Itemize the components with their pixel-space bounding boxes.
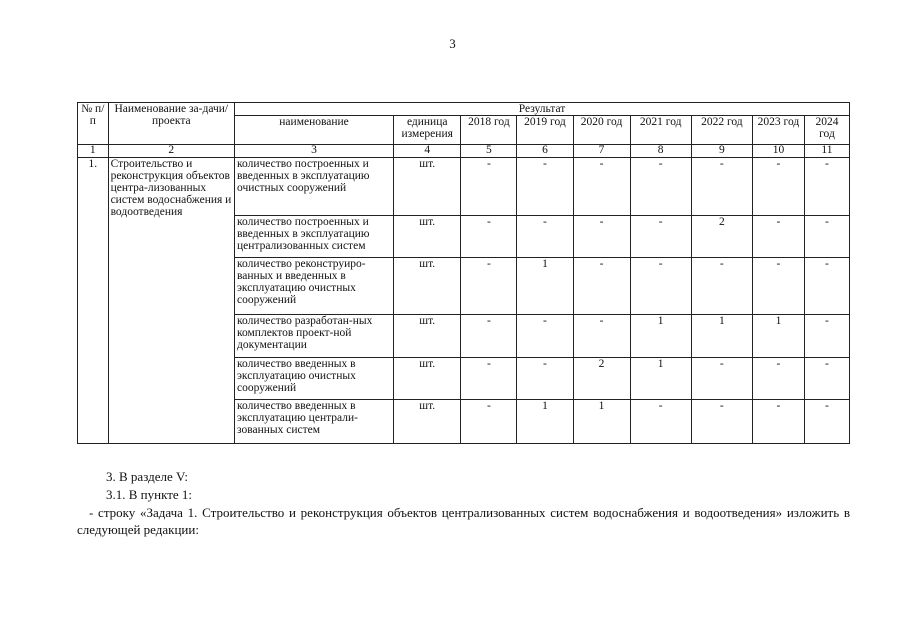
col-number: 4 <box>394 145 461 158</box>
value-cell: - <box>630 258 691 315</box>
value-cell: 1 <box>517 400 573 444</box>
value-cell: - <box>752 400 804 444</box>
value-cell: 1 <box>573 400 630 444</box>
value-cell: - <box>461 400 517 444</box>
value-cell: - <box>517 358 573 400</box>
value-cell: - <box>804 315 849 358</box>
value-cell: - <box>461 258 517 315</box>
value-cell: - <box>461 358 517 400</box>
task-name: Строительство и реконструкция объектов центра-лизованных систем водоснабжения и водоотведения <box>108 158 234 444</box>
indicator-unit: шт. <box>394 358 461 400</box>
value-cell: - <box>804 158 849 216</box>
value-cell: - <box>804 400 849 444</box>
value-cell: 2 <box>573 358 630 400</box>
value-cell: - <box>573 158 630 216</box>
value-cell: - <box>804 216 849 258</box>
header-unit: единица измерения <box>394 116 461 145</box>
header-year: 2024 год <box>804 116 849 145</box>
value-cell: - <box>752 258 804 315</box>
col-number: 3 <box>235 145 394 158</box>
col-number: 7 <box>573 145 630 158</box>
value-cell: - <box>691 258 752 315</box>
header-result: Результат <box>235 103 850 116</box>
value-cell: 1 <box>752 315 804 358</box>
value-cell: 1 <box>517 258 573 315</box>
col-number: 5 <box>461 145 517 158</box>
indicator-unit: шт. <box>394 158 461 216</box>
results-table <box>77 102 850 444</box>
value-cell: - <box>691 358 752 400</box>
header-year: 2022 год <box>691 116 752 145</box>
header-year: 2020 год <box>573 116 630 145</box>
value-cell: - <box>573 258 630 315</box>
value-cell: - <box>752 158 804 216</box>
header-task: Наименование за-дачи/проекта <box>108 103 234 145</box>
header-year: 2023 год <box>752 116 804 145</box>
page-number: 3 <box>449 36 456 51</box>
header-name: наименование <box>235 116 394 145</box>
value-cell: 1 <box>630 358 691 400</box>
col-number: 11 <box>804 145 849 158</box>
header-year: 2018 год <box>461 116 517 145</box>
column-numbers-row <box>78 145 850 158</box>
indicator-unit: шт. <box>394 258 461 315</box>
value-cell: - <box>630 216 691 258</box>
indicator-name: количество построенных и введенных в эксплуатацию централизованных систем <box>235 216 394 258</box>
value-cell: 1 <box>630 315 691 358</box>
value-cell: - <box>461 315 517 358</box>
value-cell: - <box>630 400 691 444</box>
indicator-unit: шт. <box>394 400 461 444</box>
col-number: 2 <box>108 145 234 158</box>
value-cell: 2 <box>691 216 752 258</box>
value-cell: - <box>804 258 849 315</box>
value-cell: - <box>461 158 517 216</box>
col-number: 10 <box>752 145 804 158</box>
body-paragraph: - строку «Задача 1. Строительство и реконструкция объектов централизованных систем водоснабжения и водоотведения» изложить в следующей редакции: <box>77 505 850 537</box>
indicator-name: количество введенных в эксплуатацию централи-зованных систем <box>235 400 394 444</box>
value-cell: - <box>517 158 573 216</box>
header-year: 2019 год <box>517 116 573 145</box>
header-row-top <box>78 103 850 116</box>
indicator-name: количество построенных и введенных в эксплуатацию очистных сооружений <box>235 158 394 216</box>
section-heading: 3. В разделе V: <box>106 469 189 484</box>
indicator-unit: шт. <box>394 216 461 258</box>
indicator-name: количество введенных в эксплуатацию очистных сооружений <box>235 358 394 400</box>
col-number: 1 <box>78 145 109 158</box>
value-cell: - <box>691 400 752 444</box>
value-cell: - <box>691 158 752 216</box>
value-cell: - <box>804 358 849 400</box>
indicator-name: количество реконструиро-ванных и введенных в эксплуатацию очистных сооружений <box>235 258 394 315</box>
header-year: 2021 год <box>630 116 691 145</box>
value-cell: - <box>461 216 517 258</box>
header-num: № п/п <box>78 103 109 145</box>
col-number: 6 <box>517 145 573 158</box>
value-cell: - <box>752 358 804 400</box>
value-cell: - <box>630 158 691 216</box>
value-cell: - <box>752 216 804 258</box>
value-cell: - <box>517 216 573 258</box>
table-row <box>78 158 850 216</box>
value-cell: - <box>517 315 573 358</box>
col-number: 9 <box>691 145 752 158</box>
value-cell: 1 <box>691 315 752 358</box>
value-cell: - <box>573 216 630 258</box>
subsection-heading: 3.1. В пункте 1: <box>106 487 193 502</box>
value-cell: - <box>573 315 630 358</box>
col-number: 8 <box>630 145 691 158</box>
indicator-name: количество разработан-ных комплектов проект-ной документации <box>235 315 394 358</box>
task-number: 1. <box>78 158 109 444</box>
indicator-unit: шт. <box>394 315 461 358</box>
